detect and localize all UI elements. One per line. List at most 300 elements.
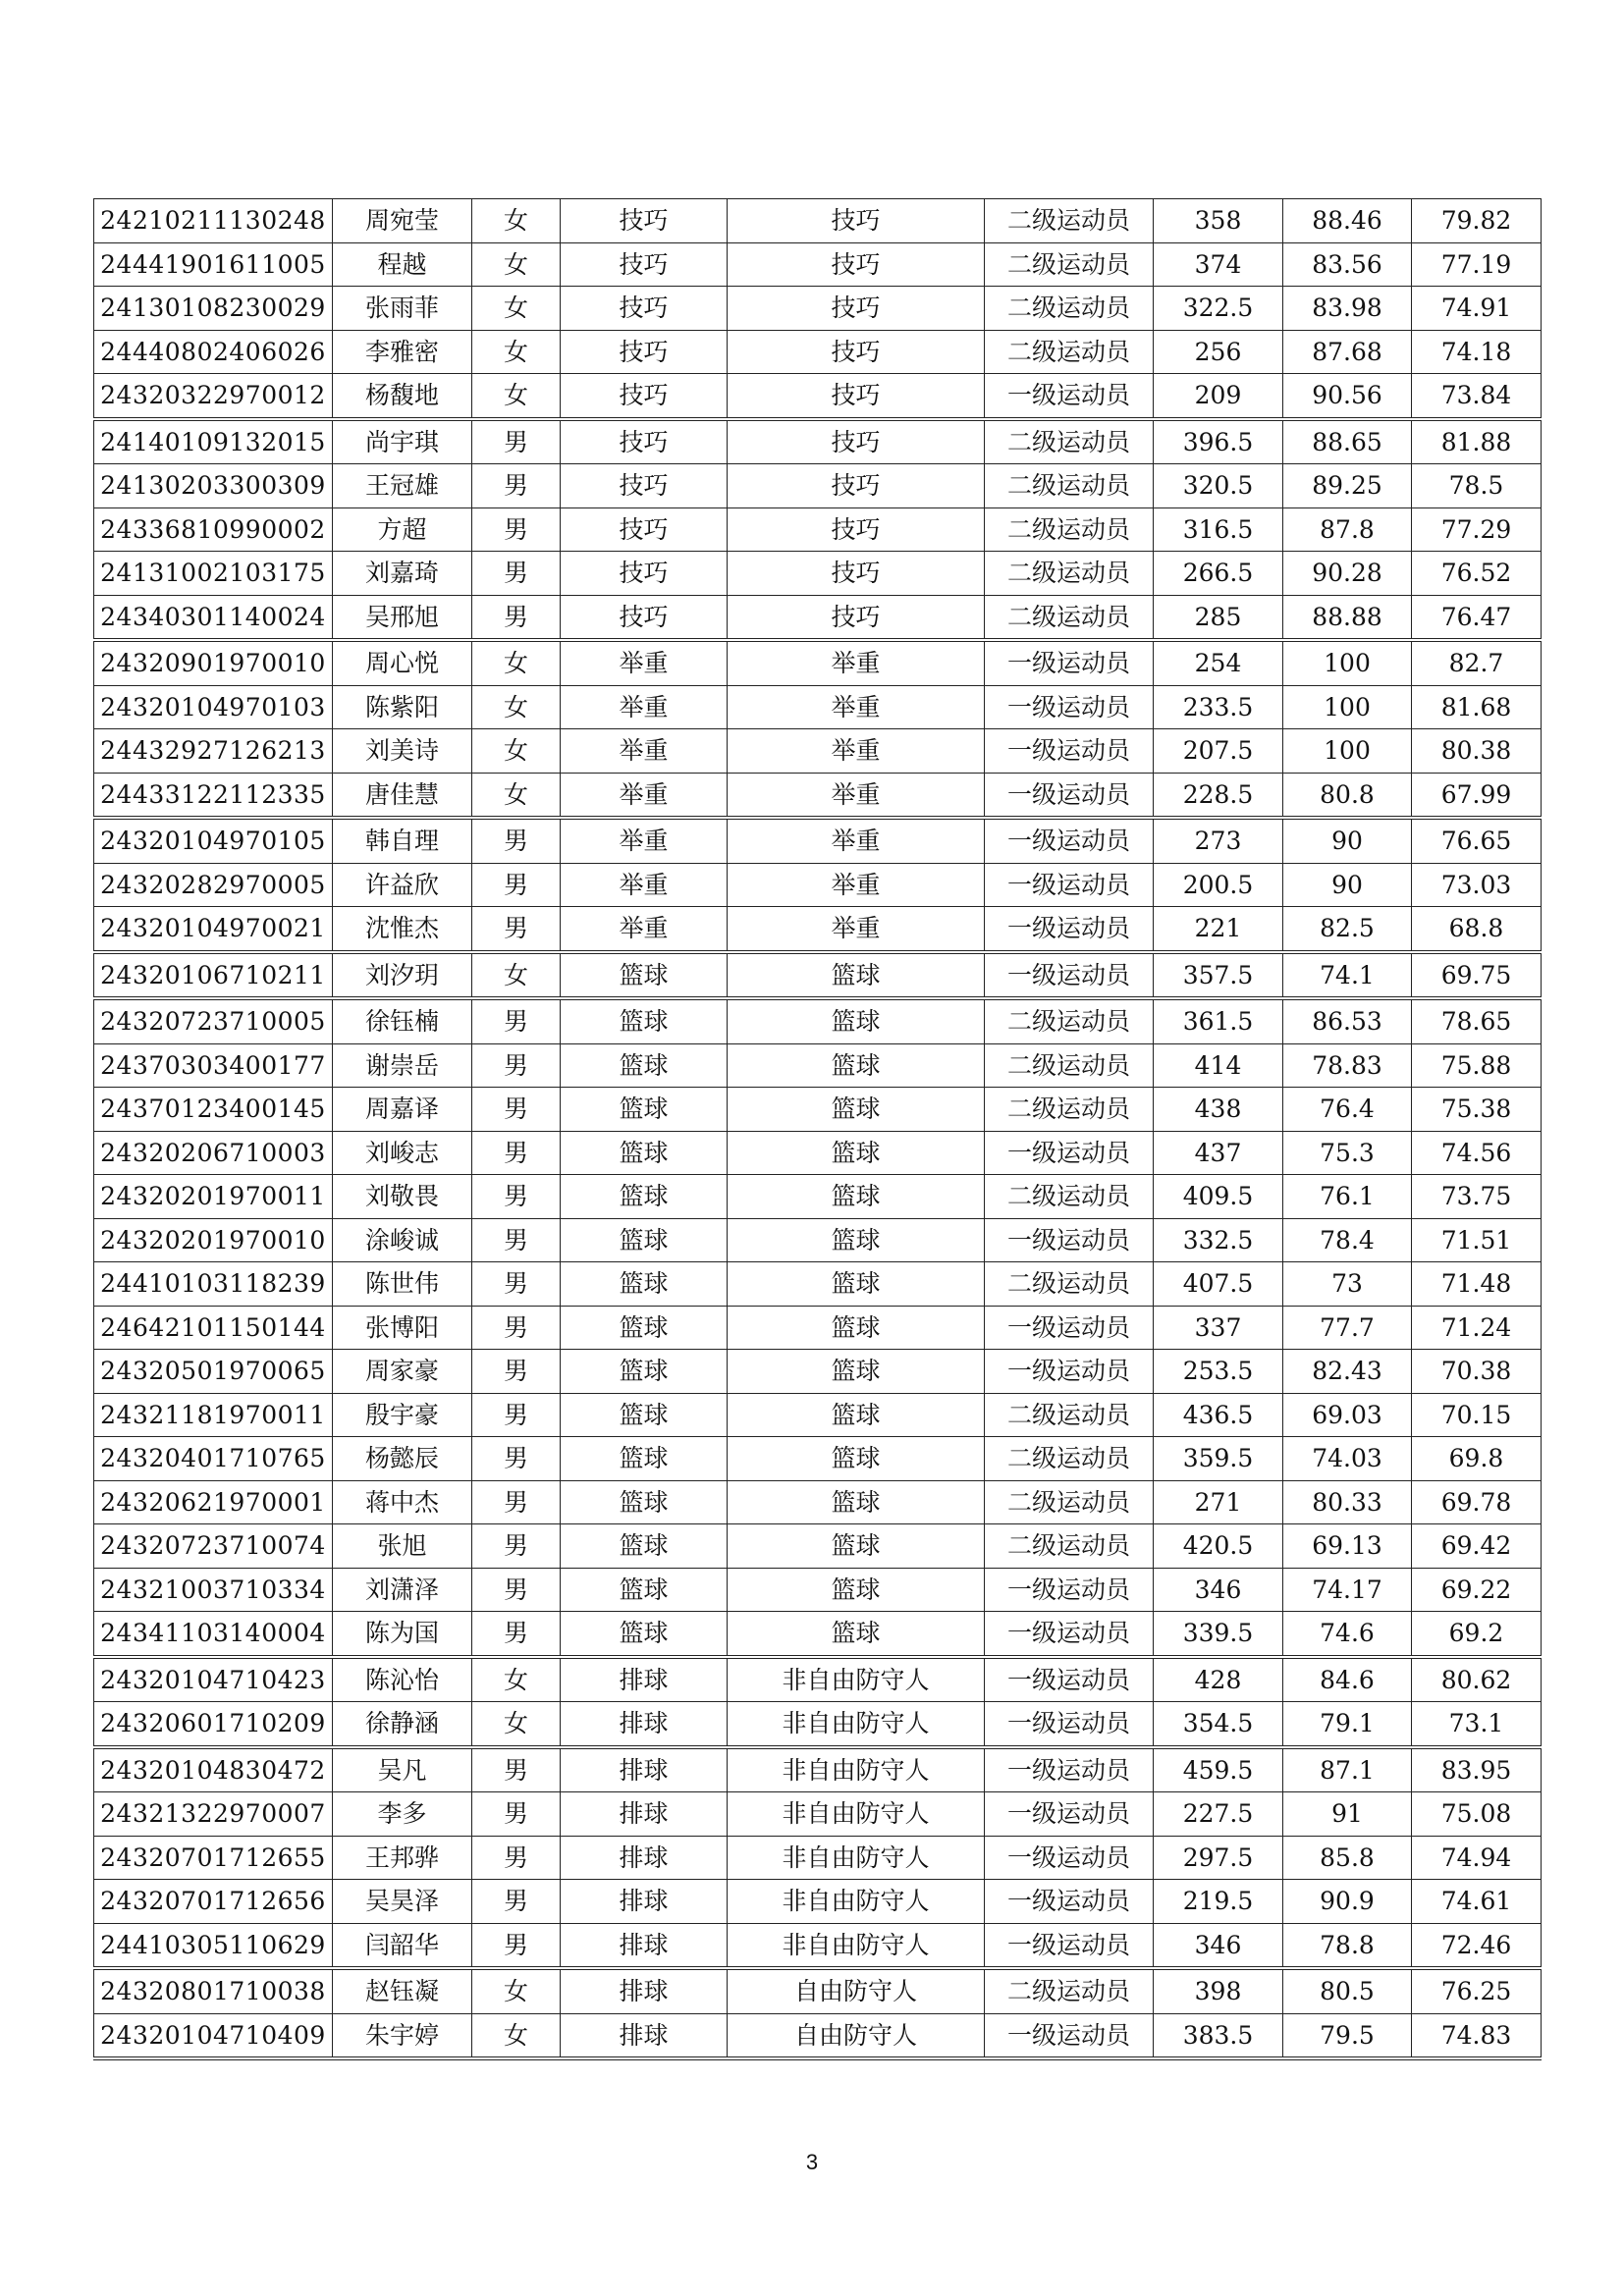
event-cell: 非自由防守人 [728,1792,985,1837]
athlete-level-cell: 一级运动员 [985,1747,1154,1792]
table-row [94,552,1542,596]
gender-cell: 男 [472,1524,561,1569]
candidate-id-cell: 24433122112335 [94,773,333,818]
culture-score-cell: 398 [1154,1968,1283,2013]
candidate-id-cell: 24320801710038 [94,1968,333,2013]
total-score-cell: 74.94 [1412,1836,1542,1880]
sport-cell: 篮球 [561,998,728,1043]
sport-cell: 排球 [561,1792,728,1837]
table-row [94,907,1542,952]
total-score-cell: 76.47 [1412,595,1542,640]
candidate-id-cell: 24441901611005 [94,242,333,287]
candidate-id-cell: 24320501970065 [94,1350,333,1394]
gender-cell: 男 [472,1175,561,1219]
event-cell: 自由防守人 [728,1968,985,2013]
culture-score-cell: 396.5 [1154,419,1283,464]
total-score-cell: 77.29 [1412,507,1542,552]
total-score-cell: 79.82 [1412,199,1542,243]
event-cell: 非自由防守人 [728,1836,985,1880]
athlete-level-cell: 一级运动员 [985,1657,1154,1702]
culture-score-cell: 233.5 [1154,685,1283,729]
total-score-cell: 69.75 [1412,952,1542,999]
name-cell: 殷宇豪 [333,1393,472,1437]
special-score-cell: 82.5 [1283,907,1412,952]
table-row [94,1306,1542,1350]
candidate-id-cell: 24320601710209 [94,1702,333,1747]
special-score-cell: 75.3 [1283,1131,1412,1175]
name-cell: 周嘉译 [333,1088,472,1132]
candidate-id-cell: 24320701712656 [94,1880,333,1924]
event-cell: 篮球 [728,1218,985,1262]
candidate-id-cell: 24336810990002 [94,507,333,552]
sport-cell: 举重 [561,773,728,818]
culture-score-cell: 271 [1154,1480,1283,1524]
culture-score-cell: 254 [1154,640,1283,685]
special-score-cell: 73 [1283,1262,1412,1307]
name-cell: 朱宇婷 [333,2013,472,2058]
table-row [94,818,1542,863]
special-score-cell: 80.8 [1283,773,1412,818]
athlete-level-cell: 一级运动员 [985,1880,1154,1924]
athlete-level-cell: 一级运动员 [985,1702,1154,1747]
total-score-cell: 74.18 [1412,330,1542,374]
special-score-cell: 88.46 [1283,199,1412,243]
table-row [94,952,1542,999]
gender-cell: 女 [472,1657,561,1702]
event-cell: 篮球 [728,1568,985,1612]
table-row [94,1218,1542,1262]
gender-cell: 男 [472,907,561,952]
name-cell: 陈紫阳 [333,685,472,729]
sport-cell: 排球 [561,1880,728,1924]
name-cell: 闫韶华 [333,1923,472,1968]
athlete-level-cell: 二级运动员 [985,287,1154,331]
event-cell: 举重 [728,729,985,774]
gender-cell: 男 [472,1262,561,1307]
event-cell: 篮球 [728,1306,985,1350]
gender-cell: 女 [472,952,561,999]
candidate-id-cell: 24130108230029 [94,287,333,331]
event-cell: 篮球 [728,1043,985,1088]
total-score-cell: 74.83 [1412,2013,1542,2058]
candidate-id-cell: 24432927126213 [94,729,333,774]
special-score-cell: 90.9 [1283,1880,1412,1924]
athlete-results-table [93,198,1542,2060]
gender-cell: 男 [472,1923,561,1968]
candidate-id-cell: 24320701712655 [94,1836,333,1880]
special-score-cell: 90 [1283,818,1412,863]
athlete-level-cell: 一级运动员 [985,685,1154,729]
sport-cell: 技巧 [561,287,728,331]
event-cell: 技巧 [728,507,985,552]
gender-cell: 男 [472,1568,561,1612]
event-cell: 技巧 [728,199,985,243]
sport-cell: 举重 [561,907,728,952]
candidate-id-cell: 24320104710423 [94,1657,333,1702]
athlete-level-cell: 二级运动员 [985,1043,1154,1088]
candidate-id-cell: 24320723710005 [94,998,333,1043]
sport-cell: 技巧 [561,199,728,243]
total-score-cell: 80.38 [1412,729,1542,774]
name-cell: 吴昊泽 [333,1880,472,1924]
athlete-level-cell: 二级运动员 [985,330,1154,374]
culture-score-cell: 253.5 [1154,1350,1283,1394]
athlete-level-cell: 一级运动员 [985,729,1154,774]
total-score-cell: 69.22 [1412,1568,1542,1612]
name-cell: 张博阳 [333,1306,472,1350]
athlete-level-cell: 二级运动员 [985,199,1154,243]
event-cell: 篮球 [728,1612,985,1657]
gender-cell: 男 [472,1747,561,1792]
total-score-cell: 78.5 [1412,464,1542,508]
sport-cell: 举重 [561,685,728,729]
table-row [94,1968,1542,2013]
gender-cell: 男 [472,1306,561,1350]
athlete-level-cell: 一级运动员 [985,1836,1154,1880]
athlete-level-cell: 一级运动员 [985,1568,1154,1612]
special-score-cell: 91 [1283,1792,1412,1837]
candidate-id-cell: 24320201970010 [94,1218,333,1262]
culture-score-cell: 266.5 [1154,552,1283,596]
culture-score-cell: 361.5 [1154,998,1283,1043]
candidate-id-cell: 24320322970012 [94,374,333,419]
candidate-id-cell: 24320282970005 [94,863,333,907]
table-row [94,1350,1542,1394]
sport-cell: 技巧 [561,374,728,419]
table-row [94,640,1542,685]
table-row [94,729,1542,774]
table-row [94,863,1542,907]
name-cell: 吴凡 [333,1747,472,1792]
total-score-cell: 71.24 [1412,1306,1542,1350]
culture-score-cell: 332.5 [1154,1218,1283,1262]
table-row [94,330,1542,374]
sport-cell: 篮球 [561,1612,728,1657]
name-cell: 杨懿辰 [333,1437,472,1481]
total-score-cell: 67.99 [1412,773,1542,818]
gender-cell: 男 [472,1880,561,1924]
name-cell: 李多 [333,1792,472,1837]
total-score-cell: 81.68 [1412,685,1542,729]
table-row [94,1923,1542,1968]
event-cell: 技巧 [728,242,985,287]
culture-score-cell: 207.5 [1154,729,1283,774]
name-cell: 吴邢旭 [333,595,472,640]
special-score-cell: 78.83 [1283,1043,1412,1088]
culture-score-cell: 339.5 [1154,1612,1283,1657]
special-score-cell: 78.8 [1283,1923,1412,1968]
total-score-cell: 80.62 [1412,1657,1542,1702]
table-row [94,1437,1542,1481]
athlete-level-cell: 二级运动员 [985,1393,1154,1437]
gender-cell: 女 [472,729,561,774]
athlete-level-cell: 一级运动员 [985,2013,1154,2058]
candidate-id-cell: 24410305110629 [94,1923,333,1968]
table-row [94,419,1542,464]
table-row [94,1524,1542,1569]
name-cell: 刘嘉琦 [333,552,472,596]
gender-cell: 女 [472,2013,561,2058]
name-cell: 陈沁怡 [333,1657,472,1702]
gender-cell: 男 [472,507,561,552]
special-score-cell: 90.56 [1283,374,1412,419]
sport-cell: 举重 [561,863,728,907]
candidate-id-cell: 24320901970010 [94,640,333,685]
athlete-level-cell: 二级运动员 [985,595,1154,640]
name-cell: 王冠雄 [333,464,472,508]
event-cell: 自由防守人 [728,2013,985,2058]
culture-score-cell: 437 [1154,1131,1283,1175]
name-cell: 周家豪 [333,1350,472,1394]
culture-score-cell: 209 [1154,374,1283,419]
name-cell: 刘峻志 [333,1131,472,1175]
sport-cell: 技巧 [561,330,728,374]
gender-cell: 女 [472,199,561,243]
special-score-cell: 100 [1283,685,1412,729]
candidate-id-cell: 24410103118239 [94,1262,333,1307]
athlete-level-cell: 二级运动员 [985,1480,1154,1524]
sport-cell: 技巧 [561,595,728,640]
gender-cell: 男 [472,1043,561,1088]
sport-cell: 篮球 [561,1524,728,1569]
sport-cell: 篮球 [561,1393,728,1437]
culture-score-cell: 459.5 [1154,1747,1283,1792]
athlete-level-cell: 一级运动员 [985,1792,1154,1837]
athlete-level-cell: 一级运动员 [985,863,1154,907]
culture-score-cell: 221 [1154,907,1283,952]
name-cell: 尚宇琪 [333,419,472,464]
candidate-id-cell: 24320106710211 [94,952,333,999]
athlete-level-cell: 二级运动员 [985,1437,1154,1481]
sport-cell: 技巧 [561,464,728,508]
total-score-cell: 70.38 [1412,1350,1542,1394]
table-row [94,242,1542,287]
table-row [94,773,1542,818]
gender-cell: 男 [472,1480,561,1524]
name-cell: 刘汐玥 [333,952,472,999]
gender-cell: 男 [472,1131,561,1175]
candidate-id-cell: 24320206710003 [94,1131,333,1175]
event-cell: 举重 [728,773,985,818]
event-cell: 举重 [728,685,985,729]
name-cell: 徐钰楠 [333,998,472,1043]
special-score-cell: 100 [1283,640,1412,685]
sport-cell: 篮球 [561,1480,728,1524]
gender-cell: 女 [472,685,561,729]
special-score-cell: 85.8 [1283,1836,1412,1880]
culture-score-cell: 273 [1154,818,1283,863]
gender-cell: 男 [472,1836,561,1880]
culture-score-cell: 219.5 [1154,1880,1283,1924]
sport-cell: 举重 [561,818,728,863]
gender-cell: 女 [472,1968,561,2013]
total-score-cell: 76.52 [1412,552,1542,596]
culture-score-cell: 256 [1154,330,1283,374]
athlete-level-cell: 二级运动员 [985,464,1154,508]
event-cell: 非自由防守人 [728,1923,985,1968]
total-score-cell: 76.25 [1412,1968,1542,2013]
sport-cell: 技巧 [561,552,728,596]
total-score-cell: 72.46 [1412,1923,1542,1968]
name-cell: 张旭 [333,1524,472,1569]
sport-cell: 篮球 [561,1306,728,1350]
gender-cell: 男 [472,464,561,508]
total-score-cell: 74.91 [1412,287,1542,331]
gender-cell: 女 [472,374,561,419]
table-row [94,1612,1542,1657]
athlete-level-cell: 一级运动员 [985,640,1154,685]
total-score-cell: 78.65 [1412,998,1542,1043]
culture-score-cell: 200.5 [1154,863,1283,907]
event-cell: 非自由防守人 [728,1657,985,1702]
candidate-id-cell: 24642101150144 [94,1306,333,1350]
candidate-id-cell: 24370303400177 [94,1043,333,1088]
candidate-id-cell: 24320104830472 [94,1747,333,1792]
culture-score-cell: 438 [1154,1088,1283,1132]
event-cell: 篮球 [728,1131,985,1175]
table-row [94,1836,1542,1880]
event-cell: 举重 [728,818,985,863]
name-cell: 徐静涵 [333,1702,472,1747]
event-cell: 技巧 [728,330,985,374]
name-cell: 张雨菲 [333,287,472,331]
culture-score-cell: 357.5 [1154,952,1283,999]
culture-score-cell: 346 [1154,1568,1283,1612]
athlete-level-cell: 一级运动员 [985,952,1154,999]
event-cell: 篮球 [728,1262,985,1307]
athlete-level-cell: 一级运动员 [985,1923,1154,1968]
candidate-id-cell: 24140109132015 [94,419,333,464]
special-score-cell: 74.1 [1283,952,1412,999]
gender-cell: 男 [472,1792,561,1837]
athlete-level-cell: 一级运动员 [985,1350,1154,1394]
event-cell: 举重 [728,863,985,907]
athlete-level-cell: 二级运动员 [985,507,1154,552]
total-score-cell: 73.75 [1412,1175,1542,1219]
gender-cell: 女 [472,773,561,818]
total-score-cell: 74.61 [1412,1880,1542,1924]
name-cell: 涂峻诚 [333,1218,472,1262]
sport-cell: 排球 [561,1657,728,1702]
sport-cell: 篮球 [561,1568,728,1612]
table-row [94,1175,1542,1219]
athlete-level-cell: 二级运动员 [985,998,1154,1043]
name-cell: 周心悦 [333,640,472,685]
special-score-cell: 79.1 [1283,1702,1412,1747]
name-cell: 韩自理 [333,818,472,863]
gender-cell: 男 [472,1350,561,1394]
special-score-cell: 90.28 [1283,552,1412,596]
candidate-id-cell: 24320104970105 [94,818,333,863]
sport-cell: 排球 [561,1968,728,2013]
sport-cell: 篮球 [561,1175,728,1219]
event-cell: 非自由防守人 [728,1880,985,1924]
special-score-cell: 86.53 [1283,998,1412,1043]
candidate-id-cell: 24370123400145 [94,1088,333,1132]
athlete-level-cell: 二级运动员 [985,419,1154,464]
gender-cell: 男 [472,818,561,863]
gender-cell: 女 [472,330,561,374]
table-row [94,374,1542,419]
table-row [94,1880,1542,1924]
gender-cell: 男 [472,1218,561,1262]
athlete-level-cell: 一级运动员 [985,773,1154,818]
table-row [94,1393,1542,1437]
sport-cell: 篮球 [561,1131,728,1175]
table-row [94,1262,1542,1307]
total-score-cell: 77.19 [1412,242,1542,287]
name-cell: 刘美诗 [333,729,472,774]
gender-cell: 男 [472,552,561,596]
name-cell: 唐佳慧 [333,773,472,818]
sport-cell: 排球 [561,1747,728,1792]
event-cell: 篮球 [728,1393,985,1437]
culture-score-cell: 354.5 [1154,1702,1283,1747]
special-score-cell: 82.43 [1283,1350,1412,1394]
sport-cell: 举重 [561,640,728,685]
athlete-level-cell: 一级运动员 [985,374,1154,419]
event-cell: 非自由防守人 [728,1747,985,1792]
total-score-cell: 74.56 [1412,1131,1542,1175]
total-score-cell: 73.03 [1412,863,1542,907]
culture-score-cell: 383.5 [1154,2013,1283,2058]
total-score-cell: 69.8 [1412,1437,1542,1481]
event-cell: 篮球 [728,1524,985,1569]
sport-cell: 技巧 [561,507,728,552]
event-cell: 篮球 [728,1350,985,1394]
athlete-level-cell: 二级运动员 [985,242,1154,287]
event-cell: 篮球 [728,998,985,1043]
special-score-cell: 89.25 [1283,464,1412,508]
special-score-cell: 77.7 [1283,1306,1412,1350]
special-score-cell: 88.88 [1283,595,1412,640]
name-cell: 周宛莹 [333,199,472,243]
culture-score-cell: 228.5 [1154,773,1283,818]
event-cell: 非自由防守人 [728,1702,985,1747]
sport-cell: 排球 [561,1702,728,1747]
sport-cell: 举重 [561,729,728,774]
culture-score-cell: 420.5 [1154,1524,1283,1569]
event-cell: 篮球 [728,952,985,999]
event-cell: 篮球 [728,1088,985,1132]
sport-cell: 篮球 [561,1043,728,1088]
athlete-level-cell: 二级运动员 [985,1088,1154,1132]
athlete-level-cell: 一级运动员 [985,1306,1154,1350]
candidate-id-cell: 24321003710334 [94,1568,333,1612]
table-row [94,595,1542,640]
total-score-cell: 68.8 [1412,907,1542,952]
name-cell: 刘潇泽 [333,1568,472,1612]
special-score-cell: 79.5 [1283,2013,1412,2058]
total-score-cell: 75.88 [1412,1043,1542,1088]
candidate-id-cell: 24131002103175 [94,552,333,596]
culture-score-cell: 322.5 [1154,287,1283,331]
athlete-level-cell: 二级运动员 [985,1262,1154,1307]
total-score-cell: 73.84 [1412,374,1542,419]
sport-cell: 篮球 [561,1088,728,1132]
event-cell: 篮球 [728,1480,985,1524]
sport-cell: 篮球 [561,952,728,999]
culture-score-cell: 337 [1154,1306,1283,1350]
gender-cell: 男 [472,1088,561,1132]
gender-cell: 男 [472,419,561,464]
table-row [94,1043,1542,1088]
special-score-cell: 90 [1283,863,1412,907]
event-cell: 举重 [728,907,985,952]
event-cell: 举重 [728,640,985,685]
candidate-id-cell: 24340301140024 [94,595,333,640]
name-cell: 李雅密 [333,330,472,374]
